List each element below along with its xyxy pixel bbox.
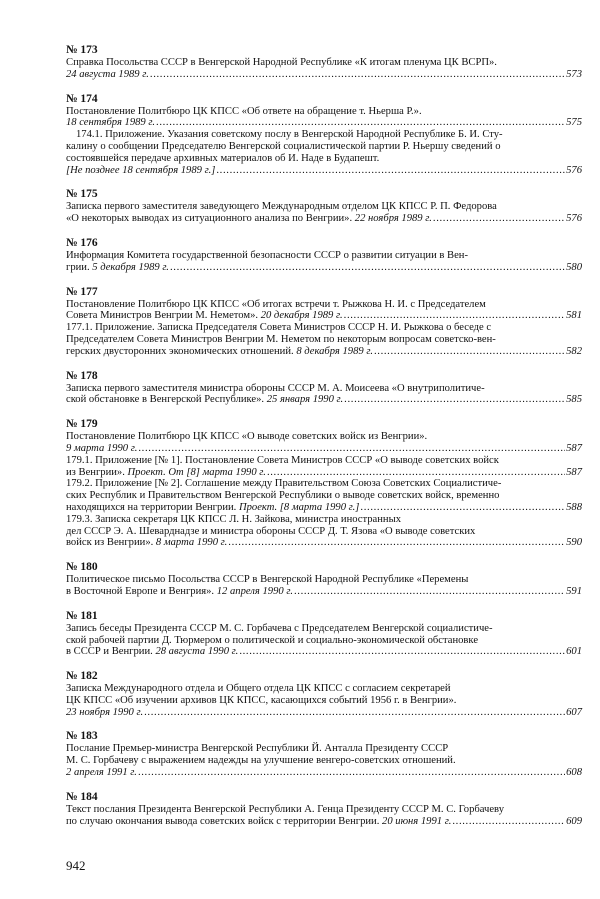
leader-dots: [239, 646, 565, 658]
entry-title: Справка Посольства СССР в Венгерской Народной Республике «К итогам пленума ЦК ВСРП».: [66, 57, 497, 68]
title-date-page-line: [66, 346, 582, 358]
entry-number: № 174: [66, 92, 98, 105]
page-number: 942: [66, 858, 86, 873]
page-ref[interactable]: 581: [566, 310, 582, 322]
entry-title-end: грии.: [66, 261, 90, 273]
page-ref[interactable]: 590: [566, 537, 582, 549]
appendix-text: 179.2. Приложение [№ 2]. Соглашение между Правительством Союза Советских Социалистиче-: [66, 478, 502, 490]
leader-dots: [344, 394, 565, 406]
entry-title: Постановление Политбюро ЦК КПСС «Об итогах встречи т. Рыжкова Н. И. с Председателем: [66, 298, 486, 310]
entry-date: 12 апреля 1990 г.: [216, 585, 293, 597]
toc-entry-180: [66, 561, 582, 598]
page-ref[interactable]: 576: [566, 164, 582, 176]
entry-number: № 179: [66, 418, 98, 431]
leader-dots: [360, 502, 565, 514]
date-page-line: [66, 165, 582, 177]
page-ref[interactable]: 582: [566, 345, 582, 357]
leader-dots: [228, 537, 565, 549]
entry-date: 24 августа 1989 г.: [66, 68, 149, 80]
leader-dots: [374, 346, 565, 358]
page-ref[interactable]: 607: [566, 706, 582, 718]
entry-date: 2 апреля 1991 г.: [66, 767, 137, 779]
toc-entry-176: [66, 237, 582, 274]
entry-title: Записка первого заместителя заведующего Международным отделом ЦК КПСС Р. П. Федорова: [66, 201, 497, 213]
table-of-contents: [66, 44, 582, 839]
entry-title: Записка Международного отдела и Общего отдела ЦК КПСС с согласием секретарей: [66, 683, 451, 695]
entry-title: Послание Премьер-министра Венгерской Республики Й. Анталла Президенту СССР: [66, 743, 449, 755]
date-page-line: [66, 117, 582, 129]
appendix-text: 174.1. Приложение. Указания советскому послу в Венгерской Народной Республике Б. И. Сту-: [76, 129, 503, 141]
toc-entry-184: [66, 791, 582, 828]
toc-entry-178: [66, 370, 582, 407]
entry-number: № 177: [66, 285, 98, 298]
appendix-text: 177.1. Приложение. Записка Председателя Совета Министров СССР Н. И. Рыжкова о беседе с: [66, 322, 492, 334]
leader-dots: [138, 443, 565, 455]
entry-number: № 173: [66, 44, 98, 56]
title-date-page-line: [66, 394, 582, 406]
page-ref[interactable]: 587: [566, 442, 582, 454]
entry-title: Постановление Политбюро ЦК КПСС «О выводе советских войск из Венгрии».: [66, 431, 428, 443]
leader-dots: [216, 165, 565, 177]
title-date-page-line: [66, 816, 582, 828]
title-date-page-line: [66, 310, 582, 322]
entry-title: М. С. Горбачеву с выражением надежды на улучшение венгеро-советских отношений.: [66, 755, 456, 767]
entry-date: Проект. От [8] марта 1990 г.: [127, 466, 266, 478]
entry-title: Политическое письмо Посольства СССР в Венгерской Народной Республике «Перемены: [66, 574, 469, 586]
entry-number: № 176: [66, 236, 98, 249]
leader-dots: [267, 467, 565, 479]
leader-dots: [170, 262, 565, 274]
entry-date: 8 марта 1990 г.: [155, 537, 228, 549]
leader-dots: [156, 117, 565, 129]
entry-number: № 182: [66, 670, 98, 683]
toc-entry-175: [66, 188, 582, 225]
toc-entry-173: [66, 44, 582, 81]
appendix-text: 179.3. Записка секретаря ЦК КПСС Л. Н. Зайкова, министра иностранных: [66, 513, 402, 525]
entry-date: 23 ноября 1990 г.: [66, 706, 144, 718]
toc-entry-174: [66, 93, 582, 177]
page-ref[interactable]: 580: [566, 261, 582, 273]
toc-entry-177: [66, 286, 582, 358]
page-ref[interactable]: 587: [566, 466, 582, 478]
page-ref[interactable]: 573: [566, 68, 582, 80]
date-page-line: [66, 443, 582, 455]
appendix-text-end: из Венгрии».: [66, 466, 125, 478]
page-ref[interactable]: 591: [566, 585, 582, 597]
entry-title: Информация Комитета государственной безопасности СССР о развитии ситуации в Вен-: [66, 249, 469, 261]
entry-date: 8 декабря 1989 г.: [296, 345, 373, 357]
entry-title-end: по случаю окончания вывода советских войск с территории Венгрии.: [66, 815, 380, 827]
appendix-text-end: войск из Венгрии».: [66, 537, 154, 549]
leader-dots: [144, 707, 565, 719]
entry-date: 20 июня 1991 г.: [382, 815, 452, 827]
entry-number: № 178: [66, 369, 98, 382]
appendix-text: калину о сообщении Председателю Венгерской социалистической партии Р. Ньершу сведений о: [66, 140, 501, 152]
title-date-page-line: [66, 537, 582, 549]
entry-number: № 175: [66, 188, 98, 201]
title-date-page-line: [66, 646, 582, 658]
toc-entry-181: [66, 610, 582, 658]
page-ref[interactable]: 585: [566, 394, 582, 406]
page-ref[interactable]: 609: [566, 815, 582, 827]
title-date-page-line: [66, 467, 582, 479]
appendix-text-end: находящихся на территории Венгрии.: [66, 501, 237, 513]
entry-number: № 181: [66, 609, 98, 622]
toc-entry-182: [66, 670, 582, 718]
entry-title: Текст послания Президента Венгерской Республики А. Генца Президенту СССР М. С. Горбачеву: [66, 803, 504, 815]
entry-date: Проект. [8 марта 1990 г.]: [238, 501, 360, 513]
date-page-line: [66, 69, 582, 81]
entry-title: ской рабочей партии Д. Тюрмером о политической и социально-экономической обстановке: [66, 634, 479, 646]
page-ref[interactable]: 588: [566, 501, 582, 513]
date-page-line: [66, 707, 582, 719]
entry-date: [Не позднее 18 сентября 1989 г.]: [66, 164, 216, 176]
title-date-page-line: [66, 502, 582, 514]
appendix-text: Председателем Совета Министров Венгрии М. Неметом по некоторым вопросам советско-вен-: [66, 333, 496, 345]
title-date-page-line: [66, 262, 582, 274]
entry-date: 20 декабря 1989 г.: [260, 310, 343, 322]
entry-date: 28 августа 1990 г.: [155, 646, 239, 658]
leader-dots: [452, 816, 565, 828]
page-ref[interactable]: 575: [566, 117, 582, 129]
entry-date: 5 декабря 1989 г.: [92, 261, 169, 273]
toc-entry-179: [66, 418, 582, 549]
title-date-page-line: [66, 586, 582, 598]
entry-title: ЦК КПСС «Об изучении архивов ЦК КПСС, касающихся событий 1956 г. в Венгрии».: [66, 694, 457, 706]
entry-title-end: Совета Министров Венгрии М. Неметом».: [66, 310, 259, 322]
entry-title-end: ской обстановке в Венгерской Республике».: [66, 394, 265, 406]
appendix-text: 179.1. Приложение [№ 1]. Постановление Совета Министров СССР «О выводе советских войск: [66, 454, 499, 466]
entry-title-end: в Восточной Европе и Венгрия».: [66, 585, 215, 597]
page-ref[interactable]: 576: [566, 213, 582, 225]
entry-number: № 184: [66, 790, 98, 803]
appendix-text: ских Республик и Правительством Венгерской Республики о выводе советских войск, временно: [66, 490, 500, 502]
entry-number: № 183: [66, 730, 98, 743]
leader-dots: [294, 586, 565, 598]
entry-date: 22 ноября 1989 г.: [354, 213, 432, 225]
leader-dots: [433, 213, 565, 225]
appendix-text: дел СССР Э. А. Шеварднадзе и министра обороны СССР Д. Т. Язова «О выводе советских: [66, 525, 476, 537]
entry-date: 18 сентября 1989 г.: [66, 117, 156, 129]
entry-title: Записка первого заместителя министра обороны СССР М. А. Моисеева «О внутриполитиче-: [66, 382, 485, 394]
date-page-line: [66, 767, 582, 779]
title-date-page-line: [66, 213, 582, 225]
appendix-text-end: герских двусторонних экономических отношений.: [66, 345, 294, 357]
entry-date: 9 марта 1990 г.: [66, 442, 138, 454]
entry-title-end: «О некоторых выводах из ситуационного анализа по Венгрии».: [66, 213, 353, 225]
entry-title: Постановление Политбюро ЦК КПСС «Об ответе на обращение т. Ньерша Р.».: [66, 105, 422, 117]
entry-title: Запись беседы Президента СССР М. С. Горбачева с Председателем Венгерской социалистиче-: [66, 622, 493, 634]
entry-title-end: в СССР и Венгрии.: [66, 646, 153, 658]
toc-entry-183: [66, 730, 582, 778]
appendix-text: состоявшейся передаче архивных материалов об И. Наде в Будапешт.: [66, 152, 380, 164]
page-ref[interactable]: 601: [566, 646, 582, 658]
leader-dots: [150, 69, 565, 81]
entry-number: № 180: [66, 561, 98, 574]
leader-dots: [344, 310, 565, 322]
leader-dots: [138, 767, 565, 779]
entry-date: 25 января 1990 г.: [266, 394, 344, 406]
page-ref[interactable]: 608: [566, 767, 582, 779]
